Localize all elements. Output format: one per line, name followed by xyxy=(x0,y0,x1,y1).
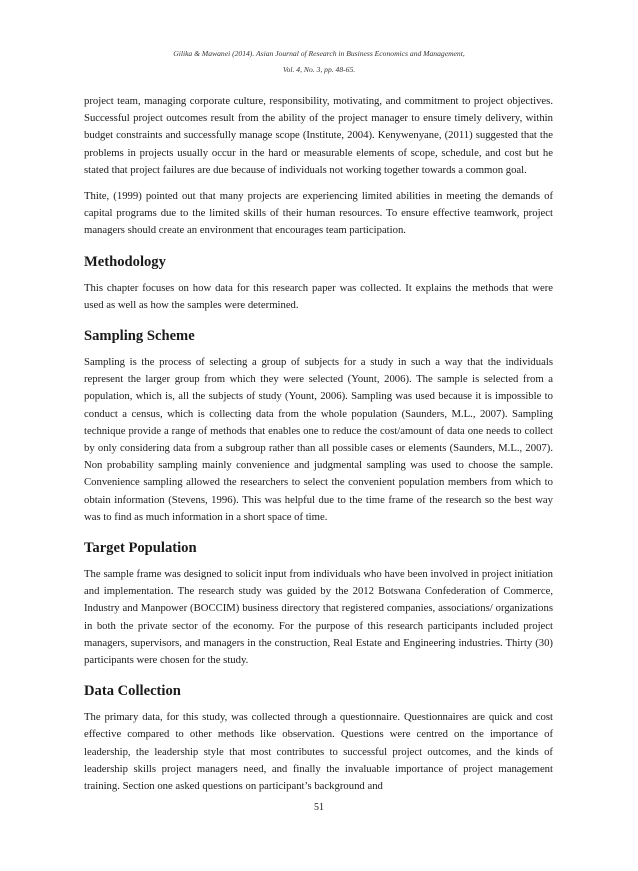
header-volume: Vol. 4, No. 3, pp. 48-65. xyxy=(282,65,356,74)
section-heading-sampling: Sampling Scheme xyxy=(84,328,195,345)
header-citation: Gilika & Mawanei (2014). Asian Journal of Research in Business Economics and Management, xyxy=(173,49,465,58)
body-text xyxy=(84,93,553,804)
paragraph: This chapter focuses on how data for this research paper was collected. It explains the methods that were used as well as how the samples were determined. xyxy=(84,281,553,311)
paragraph: project team, managing corporate culture, responsibility, motivating, and commitment to project objectives. Successful project outcomes result from the ability of the project manager to ensure timely delivery, within budget constraints and successfully manage scope (Institute, 2004). Kenywenyane, (2011) suggested that the problems in projects usually occur in the hard or measurable elements of scope, schedule, and cost but he stated that project failures are due because of individuals not working together towards a common goal. xyxy=(84,95,553,176)
page-number: 51 xyxy=(314,802,324,813)
running-header xyxy=(0,46,638,78)
section-heading-target-population: Target Population xyxy=(84,540,197,557)
paragraph: Thite, (1999) pointed out that many projects are experiencing limited abilities in meeting the demands of capital programs due to the limited skills of their human resources. To ensure effective teamwork, project managers should create an environment that encourages team participation. xyxy=(84,190,553,237)
section-heading-methodology: Methodology xyxy=(84,253,166,270)
paragraph: The sample frame was designed to solicit input from individuals who have been involved in project initiation and implementation. The research study was guided by the 2012 Botswana Confederation of Commerce, Industry and Manpower (BOCCIM) business directory that registered companies, associations/ organizations in both the private sector of the economy. For the purpose of this research participants included project managers, supervisors, and managers in the construction, Real Estate and Engineering industries. Thirty (30) participants were chosen for the study. xyxy=(84,568,553,667)
paragraph: Sampling is the process of selecting a group of subjects for a study in such a way that the individuals represent the larger group from which they were selected (Yount, 2006). The sample is selected from a population, which is, all the subjects of study (Yount, 2006). Sampling was used because it is impossible to conduct a census, which is collecting data from the whole population (Saunders, M.L., 2007). Sampling technique provide a range of methods that enables one to reduce the cost/amount of data one needs to collect by only considering data from a subgroup rather than all possible cases or elements (Saunders, M.L., 2007). Non probability sampling mainly convenience and judgmental sampling was used to choose the sample. Convenience sampling allowed the researchers to select the convenient population members from which to obtain information (Stevens, 1996). This was helpful due to the time frame of the research so the best way was to find as much information in a short space of time. xyxy=(84,356,553,523)
section-heading-data-collection: Data Collection xyxy=(84,683,181,700)
paragraph: The primary data, for this study, was collected through a questionnaire. Questionnaires are quick and cost effective compared to other methods like observation. Questions were centred on the importance of leadership, the leadership style that most contributes to successful project outcomes, and the kinds of leadership skills project managers need, and finally the invaluable importance of project management training. Section one asked questions on participant’s background and xyxy=(84,711,553,793)
